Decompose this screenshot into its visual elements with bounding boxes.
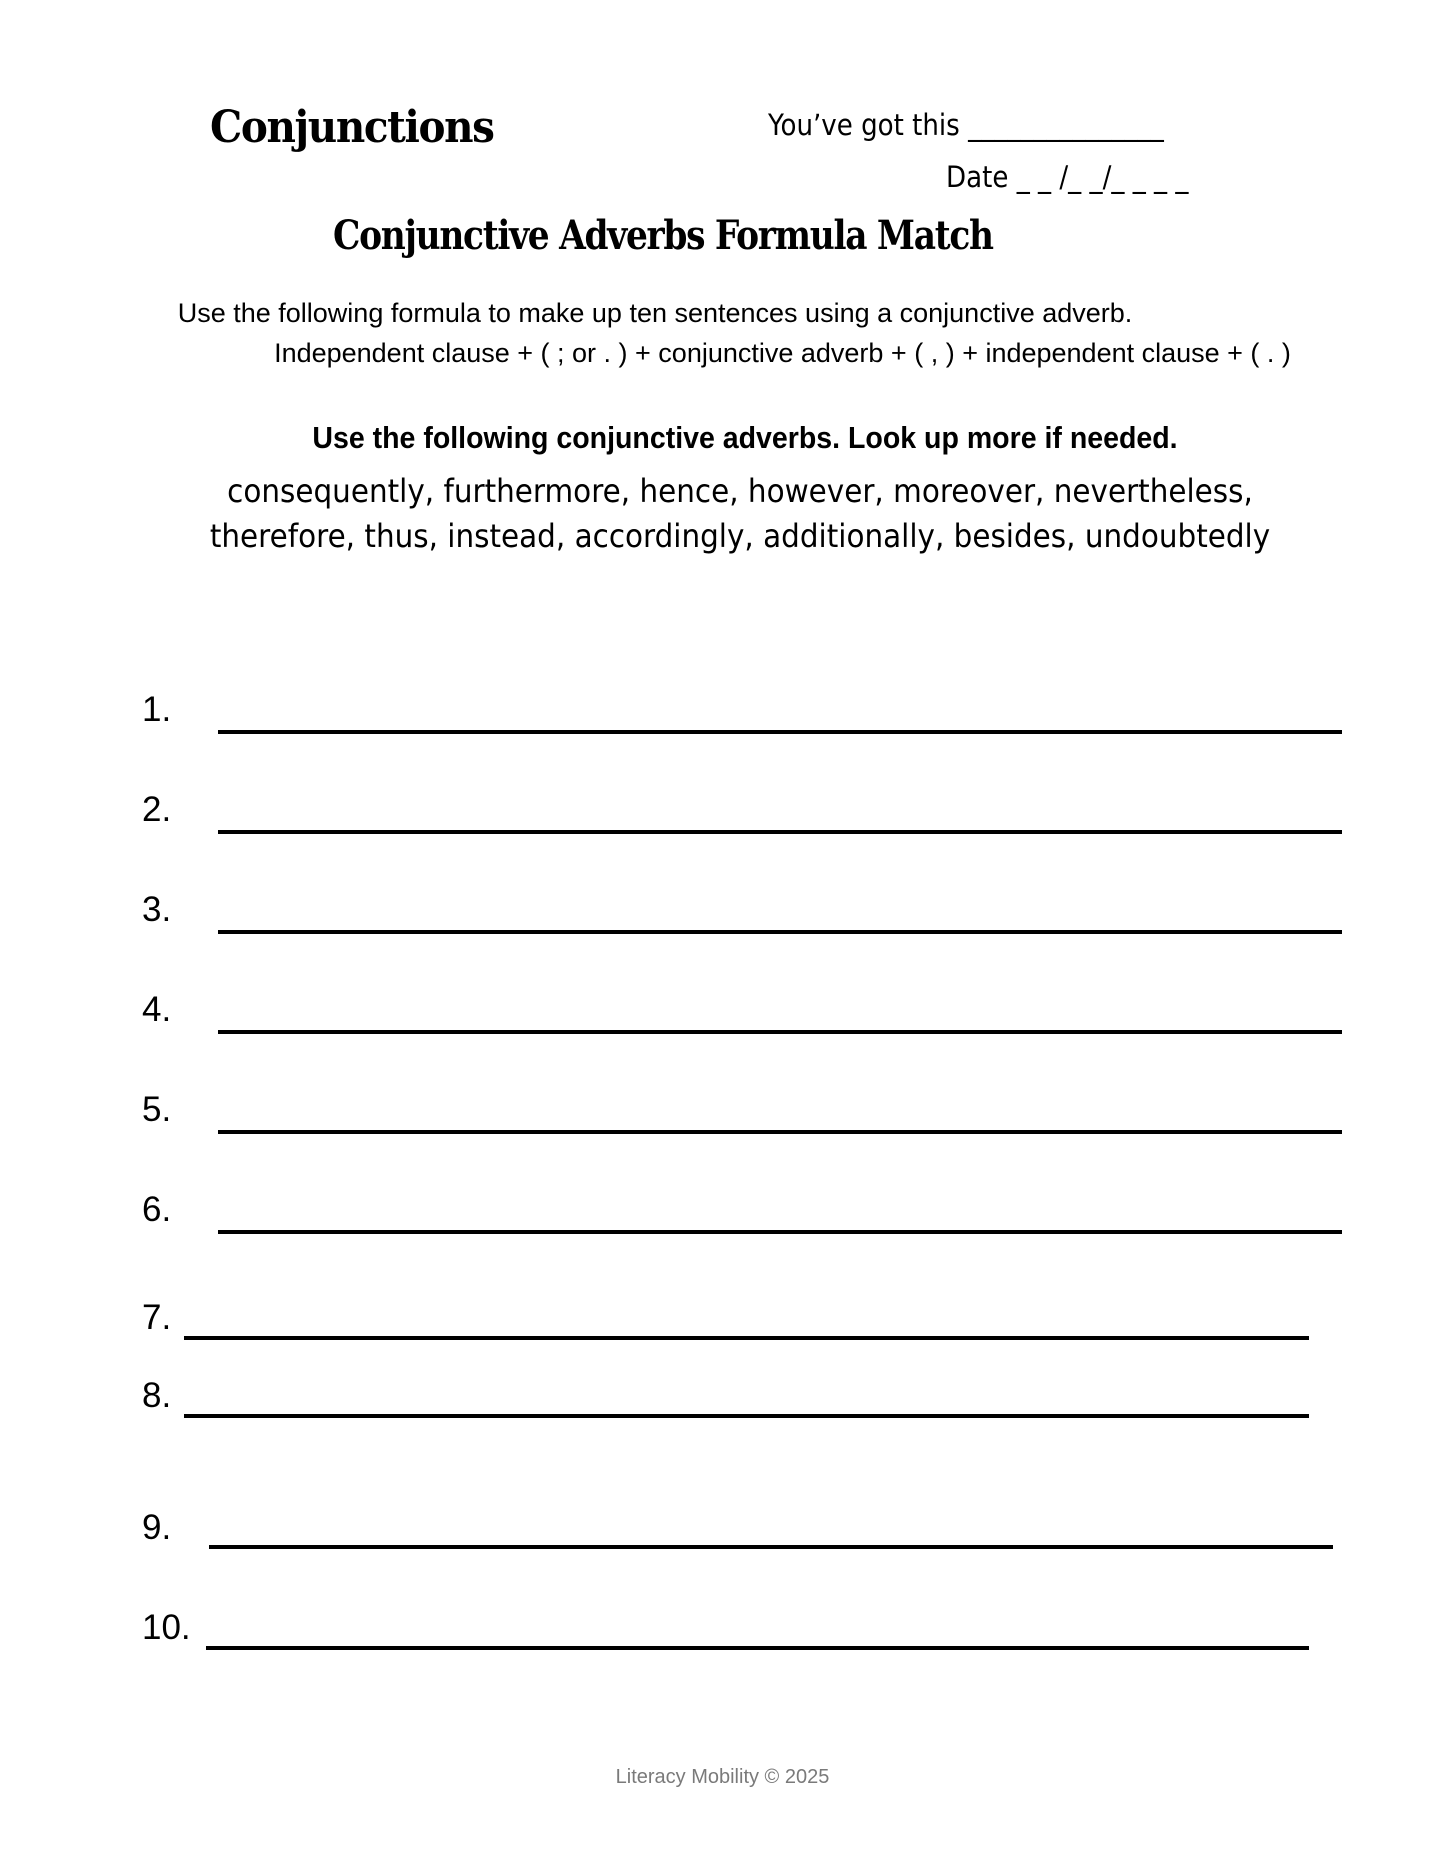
- answer-line-4[interactable]: [218, 1030, 1342, 1034]
- answer-line-7[interactable]: [184, 1336, 1309, 1340]
- instructions-line-1: Use the following formula to make up ten sentences using a conjunctive adverb.: [177, 298, 1133, 328]
- adverbs-list-line-1: consequently, furthermore, hence, however, moreover, nevertheless,: [227, 472, 1253, 510]
- answer-line-10[interactable]: [206, 1646, 1309, 1650]
- answer-line-9[interactable]: [209, 1545, 1333, 1549]
- page-title: Conjunctions: [210, 102, 494, 153]
- answer-number-8: 8.: [142, 1376, 172, 1415]
- formula-line: Independent clause + ( ; or . ) + conjunctive adverb + ( , ) + independent clause + ( . ): [274, 338, 1291, 368]
- answer-line-6[interactable]: [218, 1230, 1342, 1234]
- answer-line-3[interactable]: [218, 930, 1342, 934]
- answer-number-1: 1.: [142, 690, 172, 729]
- worksheet-subtitle: Conjunctive Adverbs Formula Match: [333, 212, 993, 259]
- footer-copyright: Literacy Mobility © 2025: [615, 1766, 830, 1788]
- date-label: Date: [946, 160, 1009, 194]
- answer-number-2: 2.: [142, 790, 172, 829]
- adverbs-list-line-2: therefore, thus, instead, accordingly, additionally, besides, undoubtedly: [209, 517, 1271, 555]
- answer-number-4: 4.: [142, 990, 172, 1029]
- name-field[interactable]: [768, 108, 1164, 142]
- name-blank[interactable]: _______________: [968, 108, 1164, 142]
- date-blank[interactable]: _ _ /_ _/_ _ _ _: [1016, 160, 1189, 194]
- answer-number-5: 5.: [142, 1090, 172, 1129]
- answer-line-5[interactable]: [218, 1130, 1342, 1134]
- answer-number-10: 10.: [142, 1608, 191, 1647]
- answer-line-1[interactable]: [218, 730, 1342, 734]
- answer-number-6: 6.: [142, 1190, 172, 1229]
- answer-line-8[interactable]: [184, 1414, 1309, 1418]
- date-field[interactable]: [946, 160, 1188, 194]
- answer-number-7: 7.: [142, 1298, 172, 1337]
- adverbs-heading: Use the following conjunctive adverbs. Look up more if needed.: [312, 420, 1178, 455]
- name-label: You’ve got this: [768, 108, 960, 142]
- answer-number-3: 3.: [142, 890, 172, 929]
- answer-number-9: 9.: [142, 1508, 172, 1547]
- answer-line-2[interactable]: [218, 830, 1342, 834]
